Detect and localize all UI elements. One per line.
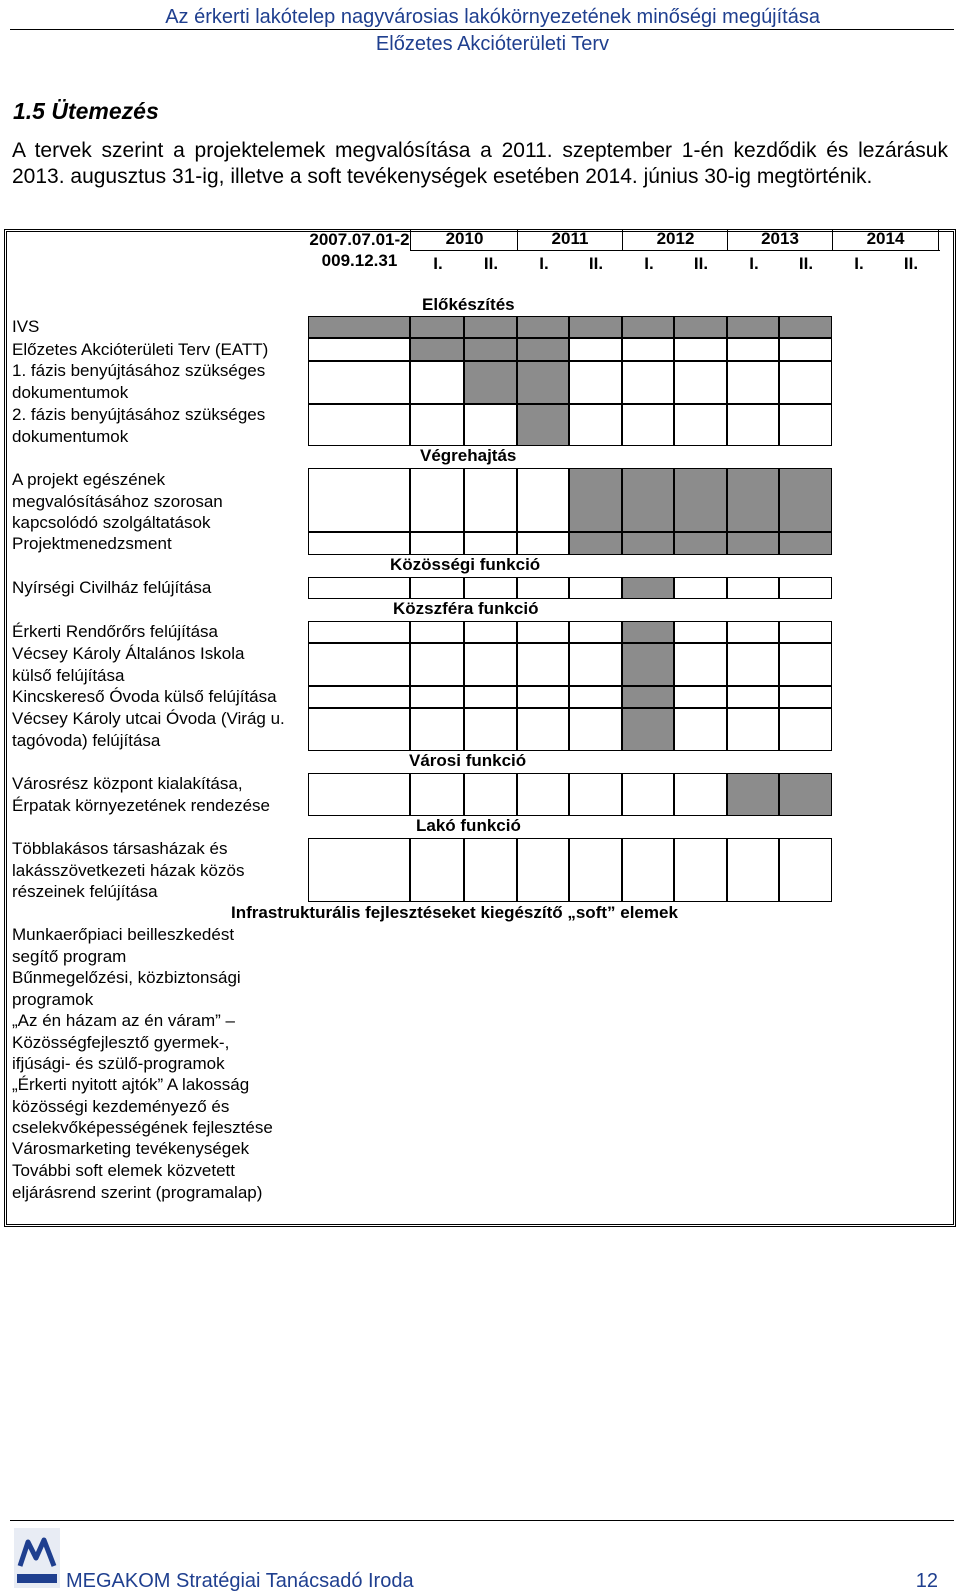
gantt-cell xyxy=(308,468,410,532)
row-label-bunmegelozes: Bűnmegelőzési, közbiztonsági programok xyxy=(12,968,241,1009)
gantt-cell xyxy=(727,468,779,532)
gantt-cell xyxy=(410,468,464,532)
gantt-cell xyxy=(622,316,674,338)
gantt-cell xyxy=(517,708,569,751)
gantt-cell xyxy=(464,643,517,686)
gantt-cell xyxy=(779,338,832,361)
section-housing: Lakó funkció xyxy=(416,816,521,835)
gantt-cell xyxy=(779,686,832,708)
gantt-cell xyxy=(622,532,674,555)
header-rule xyxy=(10,29,954,30)
gantt-cell xyxy=(464,532,517,555)
gantt-cell xyxy=(674,577,727,599)
gantt-cell xyxy=(410,621,464,643)
gantt-cell xyxy=(674,532,727,555)
gantt-cell xyxy=(569,577,622,599)
gantt-cell xyxy=(517,621,569,643)
page-header xyxy=(0,4,960,58)
year-2013: 2013 xyxy=(761,229,799,248)
section-public: Közszféra funkció xyxy=(393,599,539,618)
gantt-cell xyxy=(727,316,779,338)
gantt-cell xyxy=(569,316,622,338)
gantt-cell xyxy=(308,338,410,361)
footer-rule xyxy=(10,1520,954,1521)
gantt-cell xyxy=(569,708,622,751)
gantt-cell xyxy=(410,838,464,902)
footer-organization: MEGAKOM Stratégiai Tanácsadó Iroda xyxy=(66,1570,414,1592)
gantt-cell xyxy=(308,773,410,816)
row-label-kincskereso: Kincskereső Óvoda külső felújítása xyxy=(12,687,277,706)
section-urban: Városi funkció xyxy=(409,751,527,770)
gantt-cell xyxy=(569,686,622,708)
half-2012-ii: II. xyxy=(693,254,709,273)
half-2013-i: I. xyxy=(749,254,759,273)
gantt-cell xyxy=(569,838,622,902)
gantt-cell xyxy=(779,708,832,751)
row-label-iskola: Vécsey Károly Általános Iskola külső felújítása xyxy=(12,644,245,685)
half-2014-i: I. xyxy=(854,254,864,273)
gantt-cell xyxy=(674,686,727,708)
gantt-cell xyxy=(674,708,727,751)
gantt-cell xyxy=(308,316,410,338)
gantt-cell xyxy=(779,468,832,532)
section-impl: Végrehajtás xyxy=(420,446,517,465)
row-label-marketing: Városmarketing tevékenységek xyxy=(12,1139,250,1158)
year-header-rule xyxy=(410,250,940,251)
gantt-cell xyxy=(410,708,464,751)
gantt-cell xyxy=(464,361,517,404)
row-label-ivs: IVS xyxy=(12,317,40,336)
half-2012-i: I. xyxy=(644,254,654,273)
gantt-cell xyxy=(517,643,569,686)
gantt-cell xyxy=(779,404,832,446)
half-2010-ii: II. xyxy=(483,254,499,273)
gantt-cell xyxy=(622,838,674,902)
row-label-phase2: 2. fázis benyújtásához szükséges dokumentumok xyxy=(12,405,266,446)
row-label-pm: Projektmenedzsment xyxy=(12,534,172,553)
section-community: Közösségi funkció xyxy=(390,555,541,574)
year-2012: 2012 xyxy=(656,229,695,248)
gantt-cell xyxy=(517,577,569,599)
gantt-cell xyxy=(464,708,517,751)
row-label-kozpont: Városrész központ kialakítása, Érpatak környezetének rendezése xyxy=(12,774,270,815)
section-title: 1.5 Ütemezés xyxy=(13,98,159,124)
gantt-cell xyxy=(779,316,832,338)
gantt-cell xyxy=(517,468,569,532)
gantt-cell xyxy=(569,468,622,532)
gantt-cell xyxy=(727,621,779,643)
megakom-logo-icon xyxy=(14,1528,60,1588)
gantt-cell xyxy=(569,773,622,816)
gantt-cell xyxy=(727,838,779,902)
half-2011-ii: II. xyxy=(588,254,604,273)
gantt-cell xyxy=(464,686,517,708)
gantt-cell xyxy=(779,621,832,643)
gantt-cell xyxy=(464,404,517,446)
gantt-cell xyxy=(674,338,727,361)
col-rule xyxy=(410,229,411,251)
section-prep: Előkészítés xyxy=(422,295,515,314)
gantt-cell xyxy=(727,686,779,708)
gantt-cell xyxy=(779,361,832,404)
first-col-header: 2007.07.01-2009.12.31 xyxy=(309,230,410,270)
row-label-nyitott: „Érkerti nyitott ajtók” A lakosság közösségi kezdeményező és cselekvőképességének fejlesztése xyxy=(12,1075,273,1138)
gantt-cell xyxy=(569,621,622,643)
gantt-cell xyxy=(308,643,410,686)
gantt-cell xyxy=(779,643,832,686)
half-2011-i: I. xyxy=(539,254,549,273)
gantt-cell xyxy=(410,773,464,816)
footer-page-number: 12 xyxy=(915,1570,938,1592)
gantt-cell xyxy=(410,316,464,338)
gantt-cell xyxy=(517,838,569,902)
row-label-phase1: 1. fázis benyújtásához szükséges dokumentumok xyxy=(12,361,266,402)
header-subtitle: Előzetes Akcióterületi Terv xyxy=(375,33,609,55)
gantt-cell xyxy=(779,532,832,555)
gantt-cell xyxy=(410,532,464,555)
row-label-tovabbi: További soft elemek közvetett eljárásrend szerint (programalap) xyxy=(12,1161,263,1202)
year-2011: 2011 xyxy=(551,229,589,248)
gantt-cell xyxy=(464,773,517,816)
gantt-cell xyxy=(727,708,779,751)
gantt-cell xyxy=(569,643,622,686)
gantt-cell xyxy=(464,838,517,902)
gantt-cell xyxy=(410,404,464,446)
gantt-cell xyxy=(727,361,779,404)
gantt-cell xyxy=(727,773,779,816)
gantt-cell xyxy=(410,577,464,599)
intro-paragraph: A tervek szerint a projektelemek megvalósítása a 2011. szeptember 1-én kezdődik és lezárásuk 2013. augusztus 31-ig, illetve a soft tevékenységek esetében 2014. június 30-ig megtörténik. xyxy=(12,139,948,188)
gantt-cell xyxy=(569,404,622,446)
half-2013-ii: II. xyxy=(798,254,814,273)
gantt-cell xyxy=(517,532,569,555)
gantt-cell xyxy=(569,532,622,555)
gantt-cell xyxy=(410,643,464,686)
gantt-cell xyxy=(622,361,674,404)
row-label-civilhaz: Nyírségi Civilház felújítása xyxy=(12,578,212,597)
gantt-cell xyxy=(727,338,779,361)
gantt-cell xyxy=(674,838,727,902)
gantt-cell xyxy=(308,532,410,555)
gantt-cell xyxy=(674,621,727,643)
gantt-cell xyxy=(569,338,622,361)
gantt-cell xyxy=(674,643,727,686)
gantt-cell xyxy=(517,404,569,446)
year-2014: 2014 xyxy=(866,229,905,248)
gantt-cell xyxy=(727,404,779,446)
gantt-cell xyxy=(464,316,517,338)
row-label-munkaero: Munkaerőpiaci beilleszkedést segítő program xyxy=(12,925,235,966)
gantt-cell xyxy=(727,643,779,686)
gantt-cell xyxy=(308,621,410,643)
gantt-cell xyxy=(464,621,517,643)
megakom-logo xyxy=(14,1528,60,1588)
row-label-tarsashaz: Többlakásos társasházak és lakásszövetkezeti házak közös részeinek felújítása xyxy=(12,839,245,902)
header-title: Az érkerti lakótelep nagyvárosias lakókörnyezetének minőségi megújítása xyxy=(165,6,820,28)
gantt-cell xyxy=(622,621,674,643)
gantt-cell xyxy=(674,316,727,338)
col-rule xyxy=(832,229,833,251)
gantt-cell xyxy=(464,577,517,599)
section-soft: Infrastrukturális fejlesztéseket kiegészítő „soft” elemek xyxy=(231,903,678,922)
col-rule xyxy=(938,229,939,251)
gantt-cell xyxy=(622,468,674,532)
gantt-cell xyxy=(727,532,779,555)
row-label-services: A projekt egészének megvalósításához szorosan kapcsolódó szolgáltatások xyxy=(12,470,223,533)
gantt-cell xyxy=(622,577,674,599)
gantt-cell xyxy=(727,577,779,599)
col-rule xyxy=(517,229,518,251)
gantt-cell xyxy=(517,773,569,816)
gantt-cell xyxy=(622,773,674,816)
row-label-eatt: Előzetes Akcióterületi Terv (EATT) xyxy=(12,340,269,359)
gantt-cell xyxy=(674,361,727,404)
row-label-rendorors: Érkerti Rendőrőrs felújítása xyxy=(12,622,218,641)
gantt-cell xyxy=(622,686,674,708)
gantt-cell xyxy=(517,338,569,361)
gantt-cell xyxy=(779,838,832,902)
gantt-cell xyxy=(308,686,410,708)
gantt-cell xyxy=(517,361,569,404)
gantt-cell xyxy=(622,404,674,446)
gantt-cell xyxy=(674,404,727,446)
gantt-cell xyxy=(410,361,464,404)
gantt-cell xyxy=(674,468,727,532)
gantt-cell xyxy=(464,468,517,532)
gantt-cell xyxy=(308,838,410,902)
gantt-cell xyxy=(517,686,569,708)
gantt-cell xyxy=(622,643,674,686)
row-label-virag: Vécsey Károly utcai Óvoda (Virág u. tagóvoda) felújítása xyxy=(12,709,285,750)
half-2014-ii: II. xyxy=(903,254,919,273)
row-label-hazam: „Az én házam az én váram” – Közösségfejlesztő gyermek-, ifjúsági- és szülő-programok xyxy=(12,1011,235,1074)
gantt-cell xyxy=(308,404,410,446)
gantt-cell xyxy=(517,316,569,338)
gantt-cell xyxy=(308,577,410,599)
gantt-cell xyxy=(410,686,464,708)
year-2010: 2010 xyxy=(445,229,484,248)
gantt-cell xyxy=(779,773,832,816)
gantt-cell xyxy=(779,577,832,599)
col-rule xyxy=(622,229,623,251)
gantt-cell xyxy=(674,773,727,816)
gantt-cell xyxy=(569,361,622,404)
gantt-cell xyxy=(622,338,674,361)
gantt-cell xyxy=(410,338,464,361)
half-2010-i: I. xyxy=(433,254,443,273)
gantt-cell xyxy=(464,338,517,361)
section-intro xyxy=(12,138,948,190)
gantt-cell xyxy=(622,708,674,751)
gantt-cell xyxy=(308,708,410,751)
col-rule xyxy=(727,229,728,251)
gantt-cell xyxy=(308,361,410,404)
